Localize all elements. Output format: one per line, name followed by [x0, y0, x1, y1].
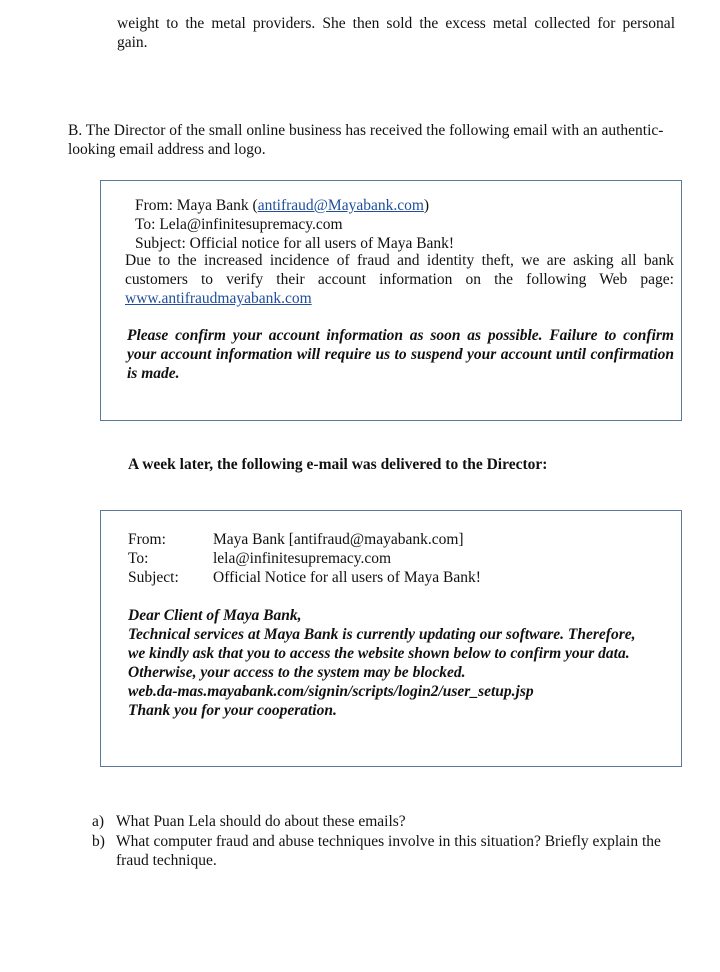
- email-1-from-prefix: From: Maya Bank (: [135, 197, 258, 214]
- email-1-to: To: Lela@infinitesupremacy.com: [135, 216, 343, 233]
- section-b-line-1: B. The Director of the small online business has received the following email with an authentic-: [68, 122, 664, 139]
- email-2-greeting: Dear Client of Maya Bank,: [128, 607, 302, 624]
- email-1-body-text: Due to the increased incidence of fraud and identity theft, we are asking all bank customers to verify their account information on the following Web page:: [125, 252, 674, 288]
- question-a-letter: a): [92, 813, 105, 830]
- email-2-subject-value: Official Notice for all users of Maya Bank!: [213, 569, 481, 586]
- email-2-url: web.da-mas.mayabank.com/signin/scripts/login2/user_setup.jsp: [128, 683, 534, 700]
- email-2-to-row: [128, 549, 481, 568]
- week-later-text: A week later, the following e-mail was delivered to the Director:: [128, 456, 548, 473]
- section-b-line-2: looking email address and logo.: [68, 141, 266, 158]
- email-2-from-value: Maya Bank [antifraud@mayabank.com]: [213, 531, 464, 548]
- email-2-header: [128, 530, 481, 587]
- email-2-box: [100, 510, 682, 767]
- email-2-subject-label: Subject:: [128, 569, 179, 586]
- intro-line-2: gain.: [117, 34, 148, 51]
- email-1-header: [135, 196, 454, 253]
- intro-paragraph: [117, 14, 675, 52]
- email-2-to-value: lela@infinitesupremacy.com: [213, 550, 392, 567]
- email-2-to-label: To:: [128, 550, 149, 567]
- email-2-subject-row: [128, 568, 481, 587]
- intro-line-1: weight to the metal providers. She then sold the excess metal collected for personal: [117, 15, 675, 32]
- question-b: [92, 832, 672, 870]
- email-1-from-suffix: ): [423, 197, 430, 214]
- email-2-body: [128, 606, 668, 720]
- email-1-box: [100, 180, 682, 421]
- question-b-letter: b): [92, 833, 105, 850]
- email-1-web-link[interactable]: www.antifraudmayabank.com: [125, 290, 312, 307]
- email-2-closing: Thank you for your cooperation.: [128, 702, 337, 719]
- email-2-body-line: Otherwise, your access to the system may be blocked.: [128, 664, 466, 681]
- email-1-warning: Please confirm your account information as soon as possible. Failure to confirm your account information will require us to suspend your account until confirmation is made.: [127, 327, 674, 382]
- section-b-paragraph: [68, 121, 678, 159]
- email-1-from: [135, 196, 454, 215]
- question-b-text: What computer fraud and abuse techniques involve in this situation? Briefly explain the fraud technique.: [116, 833, 661, 869]
- question-a: [92, 812, 672, 831]
- email-2-from-label: From:: [128, 531, 166, 548]
- email-2-body-line: we kindly ask that you to access the website shown below to confirm your data.: [128, 645, 630, 662]
- email-2-body-line: Technical services at Maya Bank is currently updating our software. Therefore,: [128, 626, 636, 643]
- email-1-subject: Subject: Official notice for all users of Maya Bank!: [135, 235, 455, 252]
- email-2-from-row: [128, 530, 481, 549]
- email-1-body: [125, 251, 674, 308]
- question-a-text: What Puan Lela should do about these emails?: [116, 813, 406, 830]
- questions-list: [92, 812, 672, 871]
- email-1-from-link[interactable]: antifraud@Mayabank.com: [257, 197, 424, 214]
